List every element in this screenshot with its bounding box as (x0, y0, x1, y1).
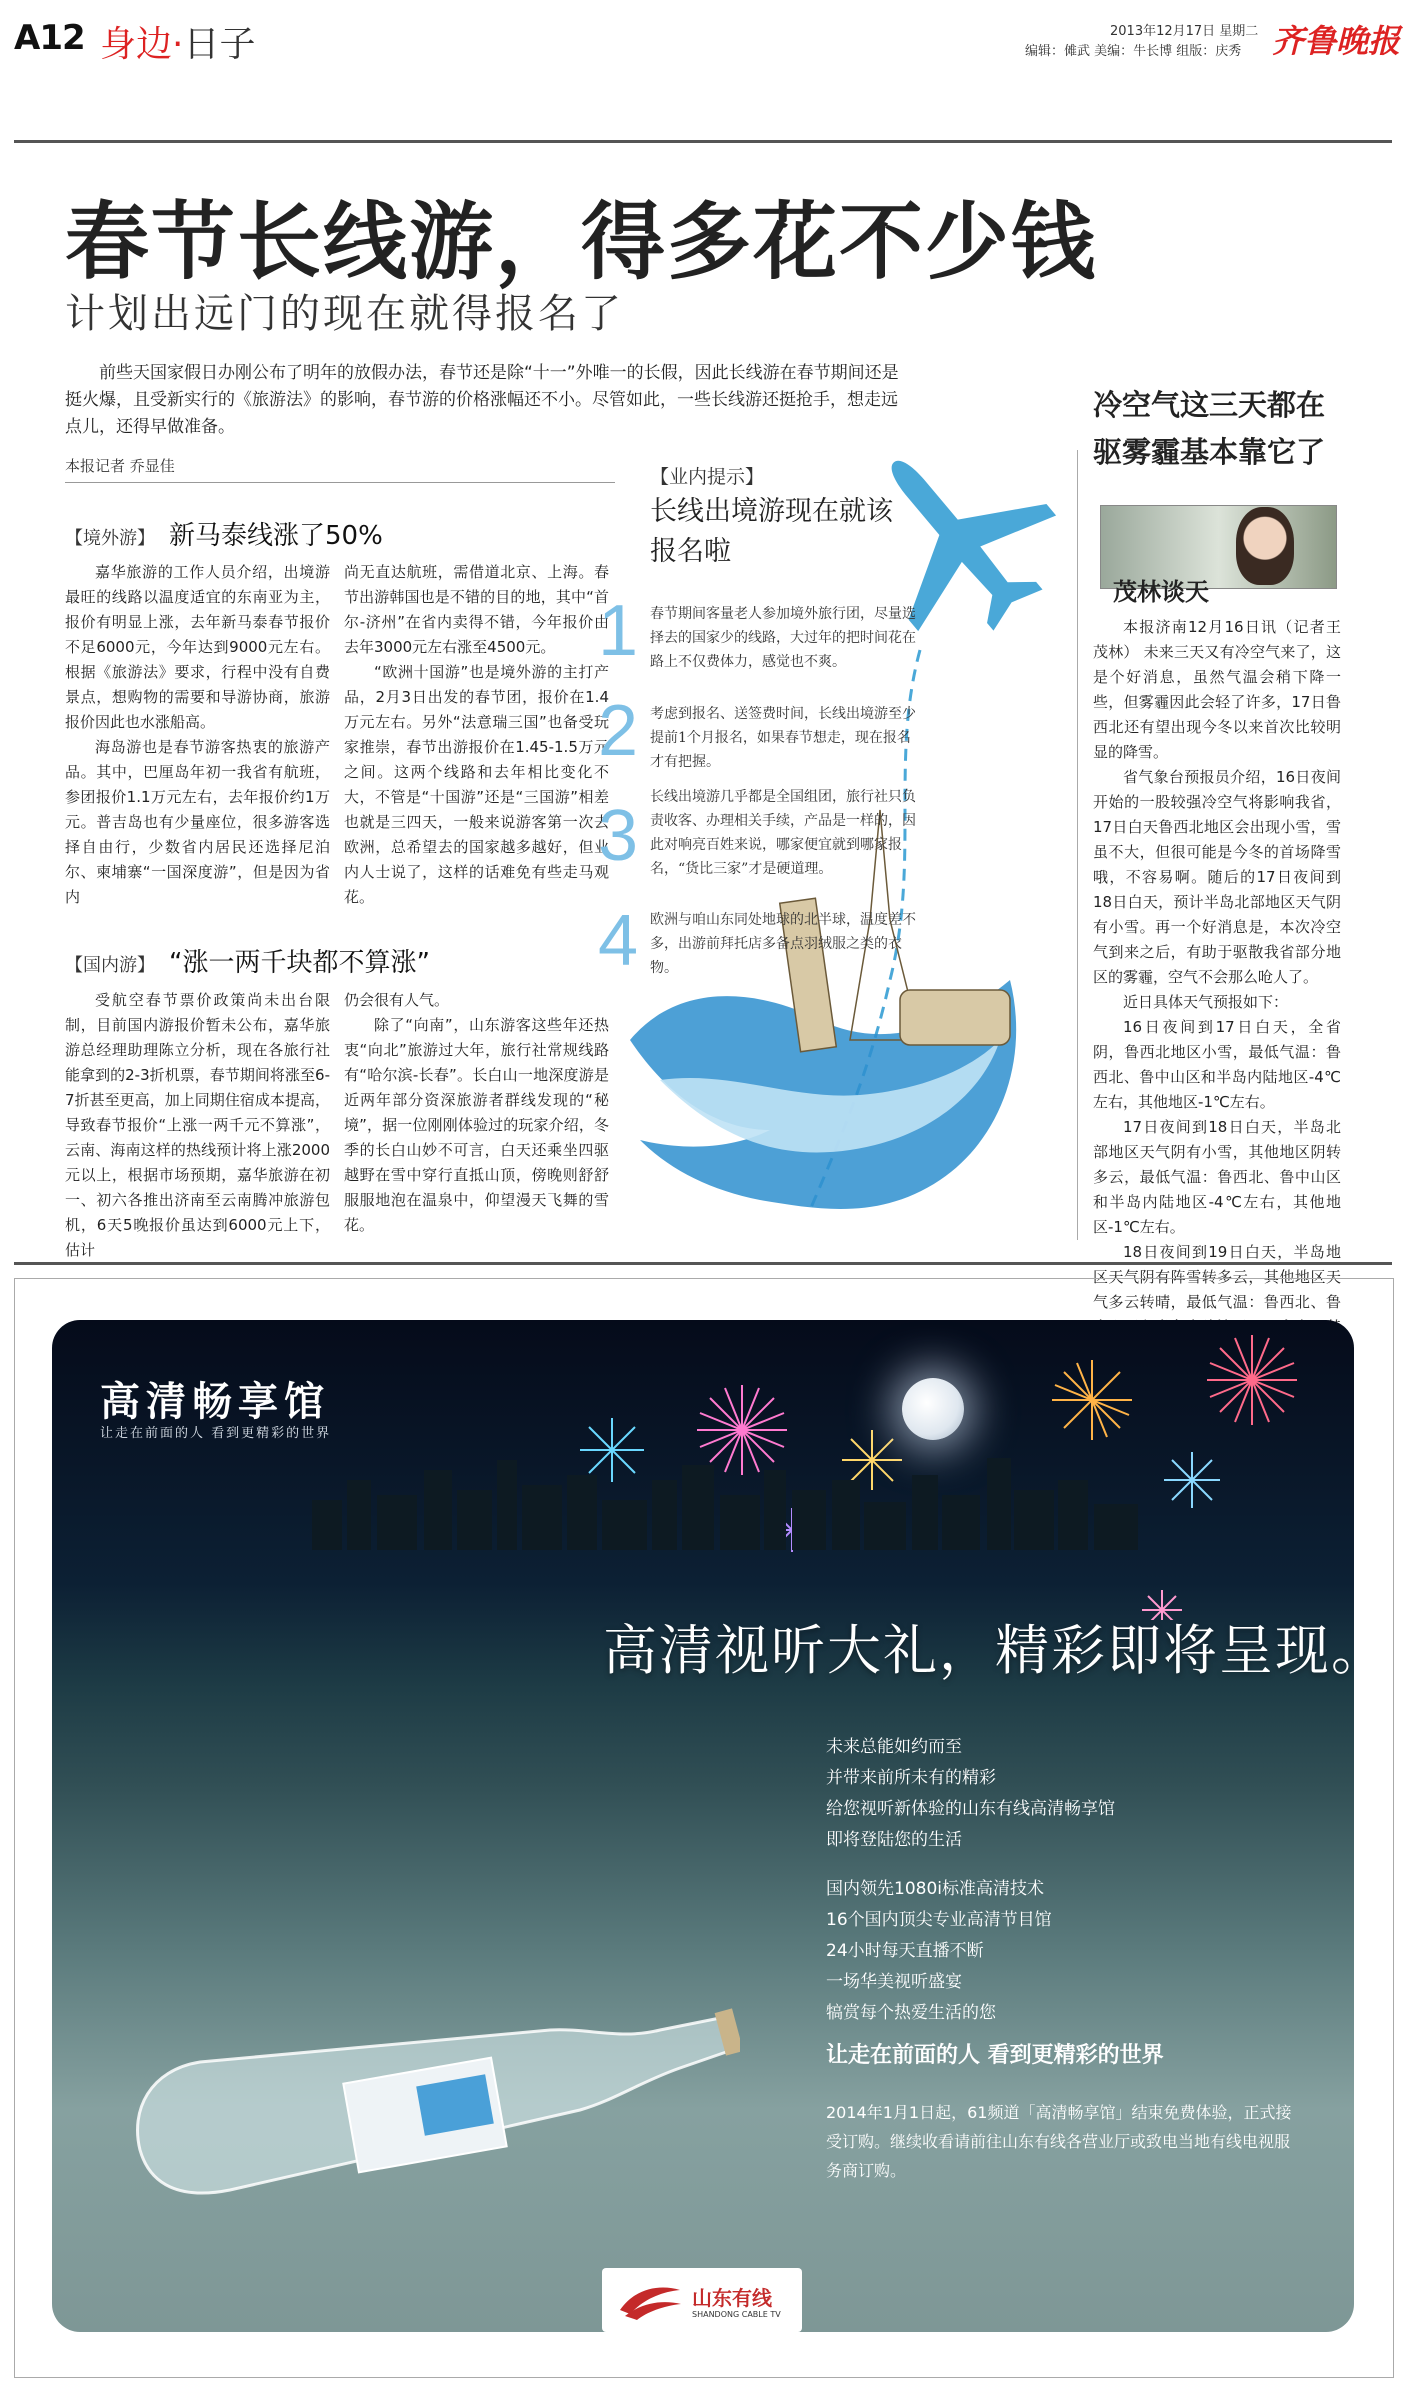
ad-copy-line: 即将登陆您的生活 (826, 1830, 962, 1850)
skyline-buildings (312, 1458, 1138, 1550)
section-tag: 【国内游】 (65, 955, 155, 976)
paragraph: 本报济南12月16日讯（记者王茂林） 未来三天又有冷空气来了，这是个好消息，虽然气温会稍下降一些，但雾霾因此会轻了许多，17日鲁西北还有望出现今冬以来首次比较明显的降雪。 (1093, 618, 1341, 761)
side-title-line: 冷空气这三天都在 (1093, 388, 1326, 422)
ad-brand-subtitle: 让走在前面的人 看到更精彩的世界 (100, 1426, 332, 1441)
section-heading-domestic (65, 942, 430, 979)
side-story-body (1093, 615, 1341, 1365)
tip-text: 考虑到报名、送签费时间，长线出境游至少提前1个月报名，如果春节想走，现在报名才有把握。 (650, 706, 916, 770)
article-column (65, 988, 330, 1263)
mid-divider (14, 1262, 1392, 1265)
ad-feature-list (826, 1874, 1052, 2029)
ad-feature-line: 24小时每天直播不断 (826, 1941, 984, 1961)
paragraph: 海岛游也是春节游客热衷的旅游产品。其中，巴厘岛年初一我省有航班，参团报价1.1万元左右，去年报价约1万元。普吉岛也有少量座位，很多游客选择自由行，少数省内居民还选择尼泊尔、柬埔寨“一国深度游”，但是因为省内 (65, 738, 330, 906)
article-column (65, 560, 330, 910)
paragraph: 受航空春节票价政策尚未出台限制，目前国内游报价暂未公布，嘉华旅游总经理助理陈立分析，现在各旅行社能拿到的2-3折机票，春节期间将涨至6-7折甚至更高，加上同期住宿成本提高，导致春节报价“上涨一两千元不算涨”，云南、海南这样的热线预计将上涨2000元以上，根据市场预期，嘉华旅游在初一、初六各推出济南至云南腾冲旅游包机，6天5晚报价虽达到6000元上下，估计 (65, 991, 330, 1259)
paragraph: 16日夜间到17日白天，全省阴，鲁西北地区小雪，最低气温：鲁西北、鲁中山区和半岛内陆地区-4℃左右，其他地区-1℃左右。 (1093, 1018, 1341, 1111)
issue-date: 2013年12月17日 星期二 (1110, 24, 1259, 39)
bottle-icon (138, 2008, 741, 2193)
columnist-portrait (1236, 507, 1294, 585)
tip-number: 1 (598, 591, 639, 671)
tip-text: 春节期间客量老人参加境外旅行团，尽量选择去的国家少的线路，大过年的把时间花在路上不仅费体力，感觉也不爽。 (650, 606, 916, 670)
section-sub: 日子 (183, 24, 256, 65)
sponsor-logo-text: 山东有线 (692, 2286, 772, 2310)
city-skyline (52, 1440, 1354, 1550)
byline: 本报记者 乔显佳 (65, 455, 615, 483)
moon (902, 1378, 964, 1440)
section-heading-text: “涨一两千块都不算涨” (169, 948, 430, 978)
section-heading-text: 新马泰线涨了50% (169, 521, 383, 551)
ad-feature-line: 犒赏每个热爱生活的您 (826, 2003, 996, 2023)
ad-slogan: 高清视听大礼，精彩即将呈现。 (603, 1619, 1387, 1682)
section-title (100, 16, 255, 67)
paragraph: 除了“向南”，山东游客这些年还热衷“向北”旅游过大年，旅行社常规线路有“哈尔滨-长春”。长白山一地深度游是近两年部分资深旅游者群线发现的“秘境”，据一位刚刚体验过的玩家介绍，冬季的长白山妙不可言，白天还乘坐四驱越野在雪中穿行直抵山顶，傍晚则舒舒服服地泡在温泉中，仰望漫天飞舞的雪花。 (344, 1016, 609, 1234)
tip-number: 4 (598, 901, 639, 981)
tip-text: 长线出境游几乎都是全国组团，旅行社只负责收客、办理相关手续，产品是一样的，因此对响亮百姓来说，哪家便宜就到哪家报名，“货比三家”才是硬道理。 (650, 789, 916, 877)
paragraph: 嘉华旅游的工作人员介绍，出境游最旺的线路以温度适宜的东南亚为主，报价有明显上涨，去年新马泰春节报价不足6000元，今年达到9000元左右。根据《旅游法》要求，行程中没有自费景点，想购物的需要和导游协商，旅游报价因此也水涨船高。 (65, 563, 330, 731)
column-divider (1077, 450, 1078, 1240)
tip-number: 3 (598, 796, 639, 876)
paragraph: 17日夜间到18日白天，半岛北部地区天气阴有小雪，其他地区阴转多云，最低气温：鲁西北、鲁中山区和半岛内陆地区-4℃左右，其他地区-1℃左右。 (1093, 1118, 1341, 1236)
ad-copy-line: 并带来前所未有的精彩 (826, 1768, 996, 1788)
cable-logo-icon (615, 2280, 685, 2320)
tip-text: 欧洲与咱山东同处地球的北半球，温度差不多，出游前拜托店多备点羽绒服之类的衣物。 (650, 912, 916, 976)
sponsor-logo-english: SHANDONG CABLE TV (692, 2310, 781, 2319)
side-story-title (1093, 382, 1325, 476)
column-name: 茂林谈天 (1113, 578, 1209, 606)
tips-tag: 【业内提示】 (650, 466, 765, 488)
paragraph: 18日夜间到19日白天，半岛地区天气阴有阵雪转多云，其他地区天气多云转晴，最低气温：鲁西北、鲁 (1093, 1243, 1341, 1311)
ad-notice: 2014年1月1日起，61频道「高清畅享馆」结束免费体验，正式接受订购。继续收看请前往山东有线各营业厅或致电当地有线电视服务商订购。 (826, 2103, 1292, 2180)
ad-copy-line: 给您视听新体验的山东有线高清畅享馆 (826, 1799, 1115, 1819)
subheadline: 计划出远门的现在就得报名了 (65, 291, 624, 337)
ad-brand-title: 高清畅享馆 (100, 1379, 330, 1425)
section-heading-overseas (65, 515, 383, 552)
ad-copy-block (826, 1732, 1115, 1856)
lead-paragraph: 前些天国家假日办刚公布了明年的放假办法，春节还是除“十一”外唯一的长假，因此长线游在春节期间还是挺火爆，且受新实行的《旅游法》的影响，春节游的价格涨幅还不小。尽管如此，一些长线游还挺抢手，想走远点儿，还得早做准备。 (65, 363, 899, 437)
section-main: 身边 (100, 24, 173, 65)
headline: 春节长线游，得多花不少钱 (65, 193, 1098, 291)
newspaper-logo: 齐鲁晚报 (1272, 22, 1401, 60)
ad-feature-line: 16个国内顶尖专业高清节目馆 (826, 1910, 1052, 1930)
section-dot: · (172, 24, 184, 65)
side-title-line: 驱雾霾基本靠它了 (1093, 435, 1326, 469)
tip-number: 2 (598, 691, 639, 771)
paragraph: 近日具体天气预报如下： (1123, 993, 1289, 1011)
paragraph: “欧洲十国游”也是境外游的主打产品，2月3日出发的春节团，报价在1.4万元左右。另外“法意瑞三国”也备受玩家推崇，春节出游报价在1.45-1.5万元之间。这两个线路和去年相比变化不大，不管是“十国游”还是“三国游”相差也就是三四天，一般来说游客第一次去欧洲，总希望去的国家越多越好，但业内人士说了，这样的话难免有些走马观花。 (344, 663, 609, 906)
editor-credits: 编辑：傩武 美编：牛长博 组版：庆秀 (1025, 44, 1242, 59)
bottle-illustration (120, 2000, 740, 2220)
ad-feature-line: 国内领先1080i标准高清技术 (826, 1879, 1044, 1899)
ad-feature-line: 一场华美视听盛宴 (826, 1972, 962, 1992)
tips-title: 长线出境游现在就该报名啦 (650, 496, 893, 567)
page-number: A12 (14, 18, 85, 58)
section-tag: 【境外游】 (65, 528, 155, 549)
paragraph: 仍会很有人气。 (344, 991, 450, 1009)
top-divider (14, 140, 1392, 143)
ad-tagline: 让走在前面的人 看到更精彩的世界 (826, 2043, 1164, 2068)
ad-copy-line: 未来总能如约而至 (826, 1737, 962, 1757)
paragraph: 尚无直达航班，需借道北京、上海。春节出游韩国也是不错的目的地，其中“首尔-济州”在省内卖得不错，今年报价由去年3000元左右涨至4500元。 (344, 563, 609, 656)
paragraph: 省气象台预报员介绍，16日夜间开始的一股较强冷空气将影响我省，17日白天鲁西北地区会出现小雪，雪虽不大，但很可能是今冬的首场降雪哦，不容易啊。随后的17日夜间到18日白天，预计半岛北部地区天气阴有小雪。再一个好消息是，本次冷空气到来之后，有助于驱散我省部分地区的雾霾，空气不会那么呛人了。 (1093, 768, 1341, 986)
